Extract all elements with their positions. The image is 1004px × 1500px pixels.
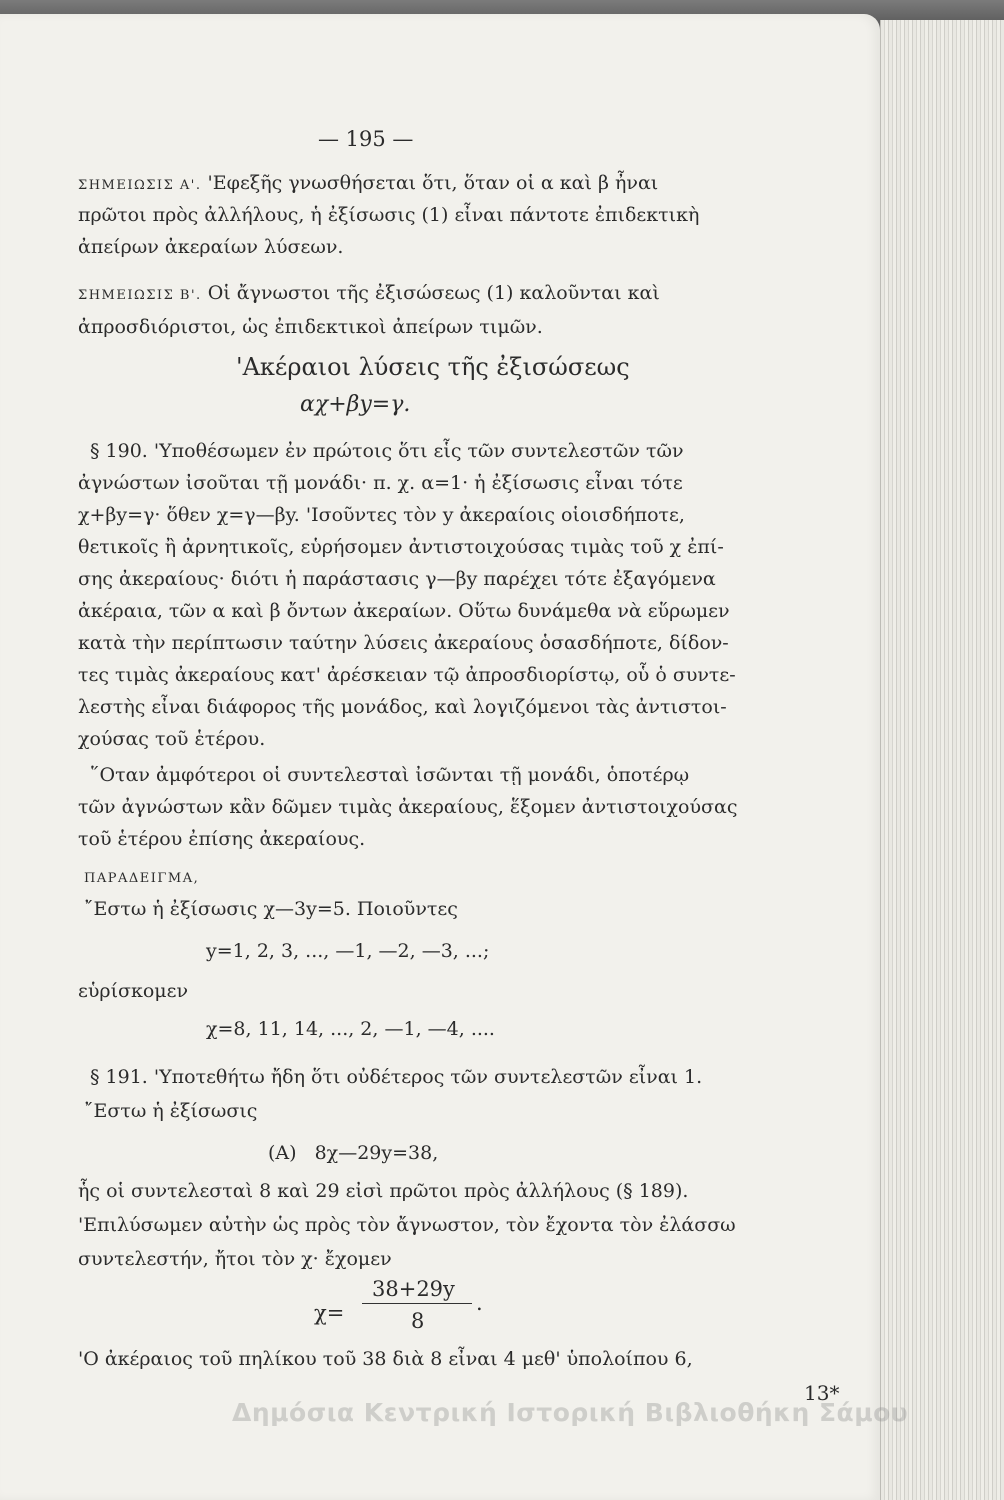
example-label: ΠΑΡΑΔΕΙΓΜΑ,	[84, 871, 200, 886]
fraction-lhs: χ=	[314, 1301, 345, 1325]
para-both-line-1: ῞Οταν ἀμφότεροι οἱ συντελεσταὶ ἰσῶνται τῇ μονάδι, ὁποτέρῳ	[90, 764, 690, 786]
para-190-line-7: κατὰ τὴν περίπτωσιν ταύτην λύσεις ἀκεραίους ὁσασδήποτε, δίδον-	[78, 632, 729, 654]
para-both-line-2: τῶν ἀγνώστων κἂν δῶμεν τιμὰς ἀκεραίους, ἕξομεν ἀντιστοιχούσας	[78, 796, 738, 818]
remark-a-text-1: 'Εφεξῆς γνωσθήσεται ὅτι, ὅταν οἱ α καὶ β ἦναι	[207, 172, 659, 194]
fraction-denominator: 8	[411, 1309, 425, 1333]
page-edges	[880, 20, 1004, 1500]
library-watermark: Δημόσια Κεντρική Ιστορική Βιβλιοθήκη Σάμου	[232, 1398, 909, 1427]
remark-b-label: ΣΗΜΕΙΩΣΙΣ Β'.	[78, 288, 202, 303]
remark-b-line-2: ἀπροσδιόριστοι, ὡς ἐπιδεκτικοὶ ἀπείρων τιμῶν.	[78, 316, 543, 338]
example-x-values: χ=8, 11, 14, ..., 2, —1, —4, ....	[206, 1018, 495, 1040]
para-190-line-1: § 190. 'Υποθέσωμεν ἐν πρώτοις ὅτι εἷς τῶν συντελεστῶν τῶν	[90, 440, 684, 462]
para-190-line-4: θετικοῖς ἢ ἀρνητικοῖς, εὑρήσομεν ἀντιστοιχούσας τιμὰς τοῦ χ ἐπί-	[78, 536, 724, 558]
fraction-numerator: 38+29y	[372, 1277, 455, 1301]
para-190-line-6: ἀκέραια, τῶν α καὶ β ὄντων ἀκεραίων. Οὕτω δυνάμεθα νὰ εὕρωμεν	[78, 600, 730, 622]
equation-label: (A)	[268, 1142, 297, 1164]
remark-a-line-2: πρῶτοι πρὸς ἀλλήλους, ἡ ἐξίσωσις (1) εἶναι πάντοτε ἐπιδεκτικὴ	[78, 204, 700, 226]
equation-body: 8χ—29y=38,	[314, 1142, 439, 1164]
section-title: 'Ακέραιοι λύσεις τῆς ἐξισώσεως	[236, 353, 630, 381]
signature-mark: 13*	[804, 1381, 840, 1405]
para-190-line-3: χ+βy=γ· ὅθεν χ=γ—βy. 'Ισοῦντες τὸν y ἀκεραίοις οἱοισδήποτε,	[78, 504, 685, 526]
fraction-end: .	[476, 1291, 483, 1315]
remark-b-text-1: Οἱ ἄγνωστοι τῆς ἐξισώσεως (1) καλοῦνται καὶ	[207, 282, 660, 304]
para-191-line-1: § 191. 'Υποτεθήτω ἤδη ὅτι οὐδέτερος τῶν συντελεστῶν εἶναι 1.	[90, 1066, 703, 1088]
remark-a-line-3: ἀπείρων ἀκεραίων λύσεων.	[78, 236, 344, 258]
para-190-line-8: τες τιμὰς ἀκεραίους κατ' ἀρέσκειαν τῷ ἀπροσδιορίστῳ, οὗ ὁ συντε-	[78, 664, 736, 686]
remark-a-label: ΣΗΜΕΙΩΣΙΣ Α'.	[78, 178, 202, 193]
para-191-equation	[268, 1142, 438, 1164]
fraction-bar	[362, 1303, 472, 1304]
example-finding: εὑρίσκομεν	[78, 980, 189, 1002]
para-191-line-6: 'Ο ἀκέραιος τοῦ πηλίκου τοῦ 38 διὰ 8 εἶναι 4 μεθ' ὑπολοίπου 6,	[78, 1348, 693, 1370]
remark-b-line-1	[78, 282, 660, 307]
para-191-line-2: ῎Εστω ἡ ἐξίσωσις	[84, 1100, 258, 1122]
para-190-line-2: ἀγνώστων ἰσοῦται τῇ μονάδι· π. χ. α=1· ἡ ἐξίσωσις εἶναι τότε	[78, 472, 683, 494]
para-190-line-10: χούσας τοῦ ἑτέρου.	[78, 728, 266, 750]
remark-a-line-1	[78, 172, 658, 197]
para-191-line-5: συντελεστήν, ἤτοι τὸν χ· ἔχομεν	[78, 1248, 392, 1270]
section-formula: αχ+βy=γ.	[300, 392, 411, 417]
para-190-line-9: λεστὴς εἶναι διάφορος τῆς μονάδος, καὶ λογιζόμενοι τὰς ἀντιστοι-	[78, 696, 727, 718]
para-191-line-4: 'Επιλύσωμεν αὐτὴν ὡς πρὸς τὸν ἄγνωστον, τὸν ἔχοντα τὸν ἐλάσσω	[78, 1214, 736, 1236]
para-191-line-3: ἧς οἱ συντελεσταὶ 8 καὶ 29 εἰσὶ πρῶτοι πρὸς ἀλλήλους (§ 189).	[78, 1180, 689, 1202]
example-intro: ῎Εστω ἡ ἐξίσωσις χ—3y=5. Ποιοῦντες	[84, 898, 458, 920]
page-number: — 195 —	[318, 127, 414, 151]
para-both-line-3: τοῦ ἑτέρου ἐπίσης ἀκεραίους.	[78, 828, 366, 850]
example-y-values: y=1, 2, 3, ..., —1, —2, —3, ...;	[206, 940, 490, 962]
para-190-line-5: σης ἀκεραίους· διότι ἡ παράστασις γ—βy παρέχει τότε ἐξαγόμενα	[78, 568, 716, 590]
